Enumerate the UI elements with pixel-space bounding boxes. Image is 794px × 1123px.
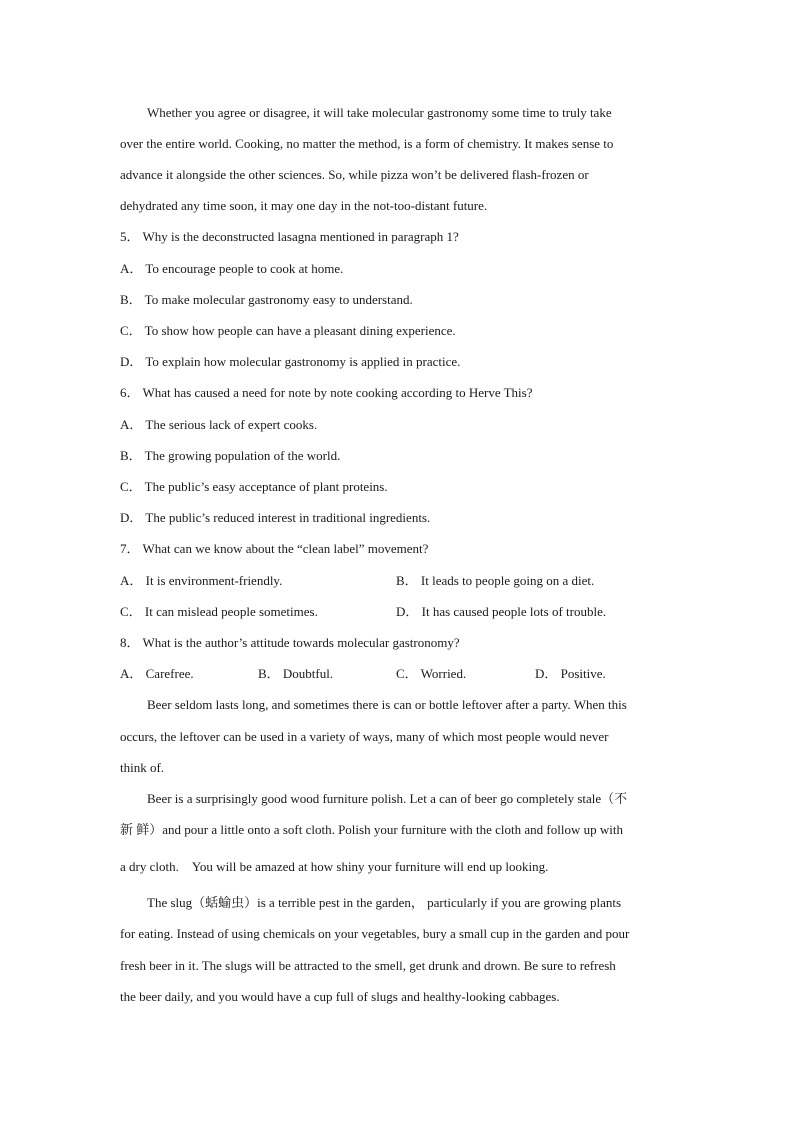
question-5-option-c: C． To show how people can have a pleasant dining experience. [120,323,456,338]
passage2-paragraph1-line: occurs, the leftover can be used in a variety of ways, many of which most people would never [120,729,609,744]
question-6-stem: 6． What has caused a need for note by note cooking according to Herve This? [120,385,533,400]
question-6-option-c: C． The public’s easy acceptance of plant proteins. [120,479,388,494]
question-7-option-c: C． It can mislead people sometimes. [120,604,318,619]
passage1-line: dehydrated any time soon, it may one day in the not-too-distant future. [120,198,488,213]
passage2-paragraph1-line: Beer seldom lasts long, and sometimes there is can or bottle leftover after a party. When this [147,697,627,712]
question-8-option-c: C． Worried. [396,666,467,681]
question-5-option-a: A． To encourage people to cook at home. [120,261,344,276]
question-7-option-d: D． It has caused people lots of trouble. [396,604,607,619]
question-7-option-a: A． It is environment-friendly. [120,573,283,588]
passage1-line: Whether you agree or disagree, it will take molecular gastronomy some time to truly take [147,105,612,120]
passage1-line: advance it alongside the other sciences. So, while pizza won’t be delivered flash-frozen or [120,167,589,182]
passage2-paragraph2-line: Beer is a surprisingly good wood furniture polish. Let a can of beer go completely stale（不 [147,791,628,806]
question-7-option-b: B． It leads to people going on a diet. [396,573,595,588]
question-8-option-d: D． Positive. [535,666,606,681]
passage2-paragraph2-line: a dry cloth. You will be amazed at how shiny your furniture will end up looking. [120,859,549,874]
question-8-option-a: A． Carefree. [120,666,194,681]
passage2-paragraph3-line: for eating. Instead of using chemicals on your vegetables, bury a small cup in the garden and pour [120,926,630,941]
passage1-line: over the entire world. Cooking, no matter the method, is a form of chemistry. It makes sense to [120,136,614,151]
question-5-option-b: B． To make molecular gastronomy easy to understand. [120,292,413,307]
passage2-paragraph3-line: The slug（蛞蝓虫）is a terrible pest in the garden， particularly if you are growing plants [147,895,622,910]
passage2-paragraph3-line: fresh beer in it. The slugs will be attracted to the smell, get drunk and drown. Be sure to refresh [120,958,616,973]
question-8-stem: 8． What is the author’s attitude towards molecular gastronomy? [120,635,460,650]
passage2-paragraph3-line: the beer daily, and you would have a cup full of slugs and healthy-looking cabbages. [120,989,560,1004]
passage2-paragraph1-line: think of. [120,760,165,775]
passage2-paragraph2-line: 新 鲜）and pour a little onto a soft cloth. Polish your furniture with the cloth and follow up with [120,822,623,837]
question-5-stem: 5． Why is the deconstructed lasagna mentioned in paragraph 1? [120,229,459,244]
question-6-option-b: B． The growing population of the world. [120,448,341,463]
question-8-option-b: B． Doubtful. [258,666,334,681]
question-5-option-d: D． To explain how molecular gastronomy is applied in practice. [120,354,461,369]
question-6-option-a: A． The serious lack of expert cooks. [120,417,318,432]
question-7-stem: 7． What can we know about the “clean label” movement? [120,541,429,556]
question-6-option-d: D． The public’s reduced interest in traditional ingredients. [120,510,431,525]
